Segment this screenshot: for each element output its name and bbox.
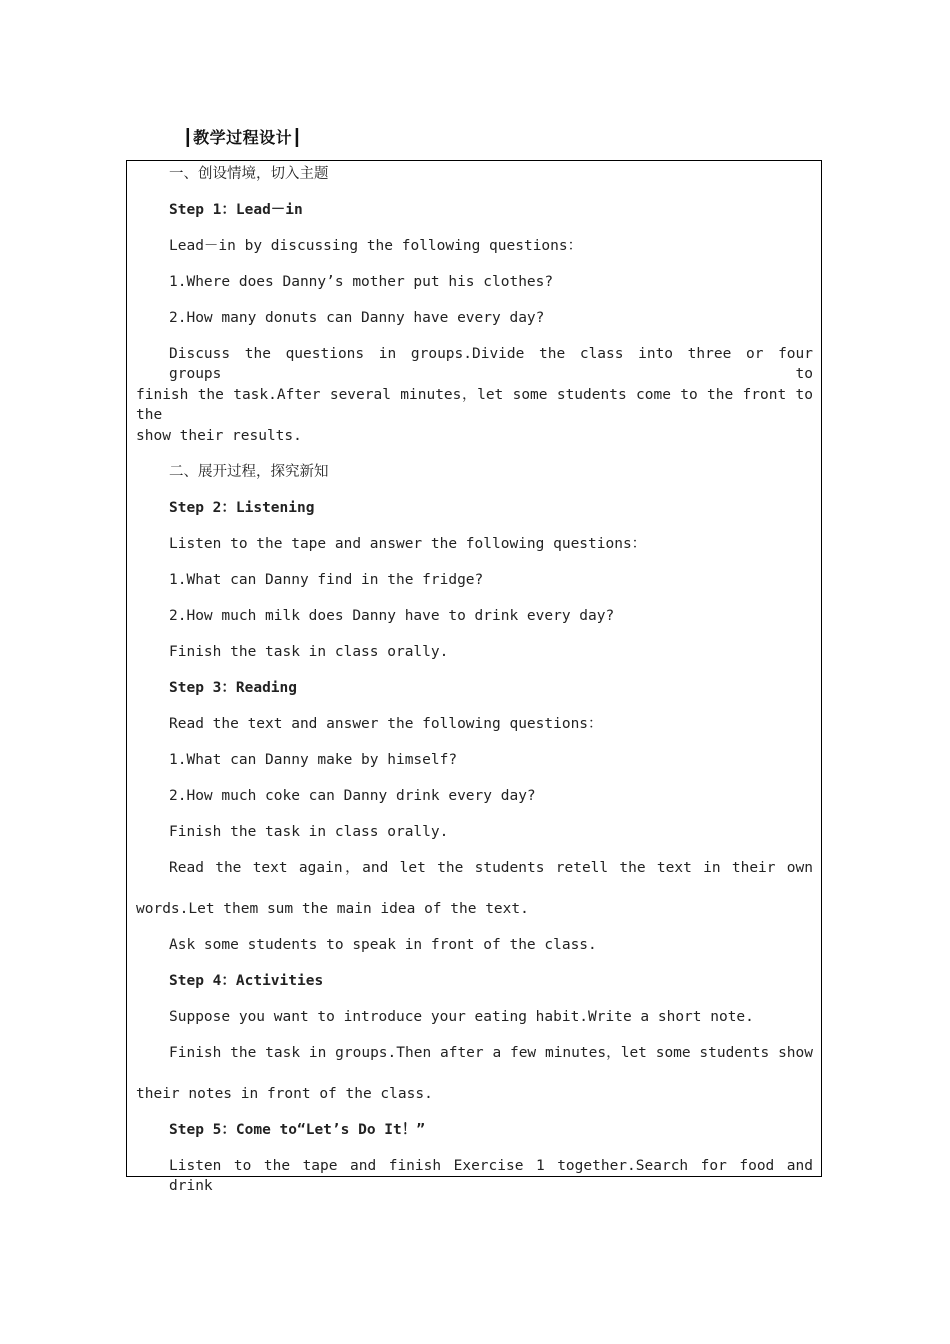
step-heading: Step 5：Come to“Let’s Do It！” — [169, 1122, 425, 1138]
text-line: 1.What can Danny make by himself? — [169, 752, 458, 768]
text-line: show their results. — [136, 428, 302, 444]
text-line: 1.What can Danny find in the fridge? — [169, 572, 484, 588]
text-line: Lead－in by discussing the following questions： — [169, 238, 583, 254]
text-line: Finish the task in groups.Then after a few minutes，let some students show — [169, 1045, 813, 1061]
text-line: 1.Where does Danny’s mother put his clothes? — [169, 274, 554, 290]
step-heading: Step 4：Activities — [169, 973, 324, 989]
text-line: their notes in front of the class. — [136, 1086, 433, 1102]
section-title: 一、创设情境，切入主题 — [169, 166, 329, 182]
text-line: words.Let them sum the main idea of the text. — [136, 901, 529, 917]
step-heading: Step 3：Reading — [169, 680, 297, 696]
text-line: Finish the task in class orally. — [169, 644, 449, 660]
text-line: finish the task.After several minutes，let some students come to the front to the — [136, 387, 813, 423]
text-line: 2.How many donuts can Danny have every day? — [169, 310, 545, 326]
step-heading: Step 1：Lead－in — [169, 202, 303, 218]
text-line: Discuss the questions in groups.Divide the class into three or four groups to — [169, 346, 813, 382]
section-heading: ┃教学过程设计┃ — [183, 128, 303, 147]
text-line: Listen to the tape and answer the following questions： — [169, 536, 647, 552]
text-line: Suppose you want to introduce your eating habit.Write a short note. — [169, 1009, 754, 1025]
text-line: 2.How much coke can Danny drink every day? — [169, 788, 536, 804]
text-line: Ask some students to speak in front of the class. — [169, 937, 597, 953]
content-box — [126, 160, 822, 1194]
section-title: 二、展开过程，探究新知 — [169, 464, 329, 480]
text-line: 2.How much milk does Danny have to drink every day? — [169, 608, 615, 624]
text-line: Read the text again，and let the students retell the text in their own — [169, 860, 813, 876]
text-line: Finish the task in class orally. — [169, 824, 449, 840]
text-line: Listen to the tape and finish Exercise 1 together.Search for food and drink — [169, 1158, 813, 1194]
step-heading: Step 2：Listening — [169, 500, 315, 516]
text-line: Read the text and answer the following questions： — [169, 716, 603, 732]
